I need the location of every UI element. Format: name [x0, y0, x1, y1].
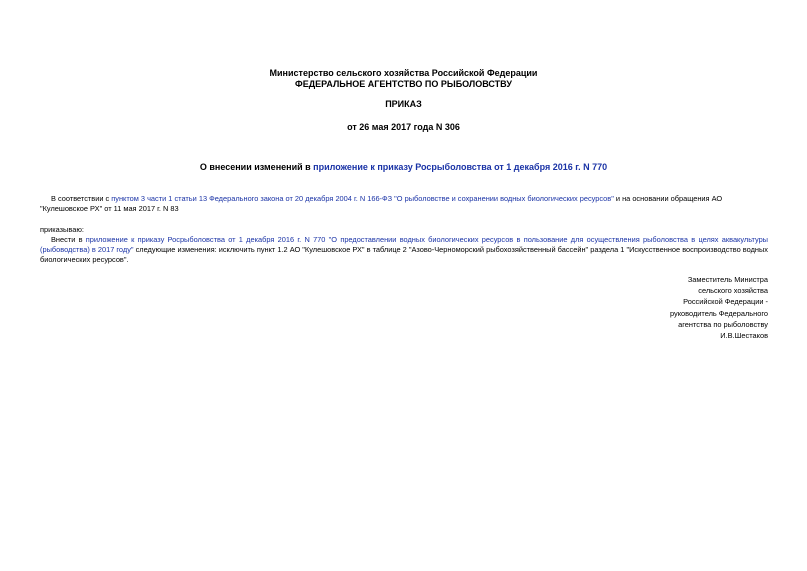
agency-heading: ФЕДЕРАЛЬНОЕ АГЕНТСТВО ПО РЫБОЛОВСТВУ [295, 79, 512, 89]
signature-block [568, 274, 768, 341]
document-title [0, 162, 807, 173]
document-type-heading: ПРИКАЗ [385, 99, 422, 109]
body-text-start: Внести в [51, 235, 86, 244]
signature-line: руководитель Федерального [670, 308, 768, 318]
basis-paragraph [40, 194, 768, 214]
signature-line: Российской Федерации - [683, 297, 768, 307]
body-link-appendix[interactable]: приложение к приказу Росрыболовства от 1 декабря 2016 г. N 770 "О предоставлении водных биологических ресурсов в пользование для осуществления рыболовства в целях аквакультуры (рыбоводства) в 2017 году" [40, 235, 768, 254]
basis-text-start: В соответствии с [51, 194, 112, 203]
signature-line: сельского хозяйства [698, 286, 768, 296]
body-paragraph [40, 235, 768, 265]
body-text-end: следующие изменения: исключить пункт 1.2 АО "Кулешовское РХ" в таблице 2 "Азово-Черноморский рыбохозяйственный бассейн" раздела 1 "Искусственное воспроизводство водных биологических ресурсов". [40, 245, 768, 264]
ministry-heading: Министерство сельского хозяйства Российской Федерации [269, 68, 538, 78]
basis-text-end: и на основании обращения АО "Кулешовское РХ" от 11 мая 2017 г. N 83 [40, 194, 723, 213]
order-word: приказываю: [40, 225, 84, 234]
signatory-name: И.В.Шестаков [720, 331, 768, 341]
signature-line: Заместитель Министра [687, 275, 768, 284]
signature-line: агентства по рыболовству [678, 319, 768, 329]
title-prefix: О внесении изменений в [199, 162, 314, 172]
title-link-appendix[interactable]: приложение к приказу Росрыболовства от 1 декабря 2016 г. N 770 [313, 162, 608, 172]
basis-link-federal-law[interactable]: пунктом 3 части 1 статьи 13 Федерального закона от 20 декабря 2004 г. N 166-ФЗ "О рыболовстве и сохранении водных биологических ресурсов" [111, 194, 614, 203]
document-date-number: от 26 мая 2017 года N 306 [347, 122, 460, 132]
